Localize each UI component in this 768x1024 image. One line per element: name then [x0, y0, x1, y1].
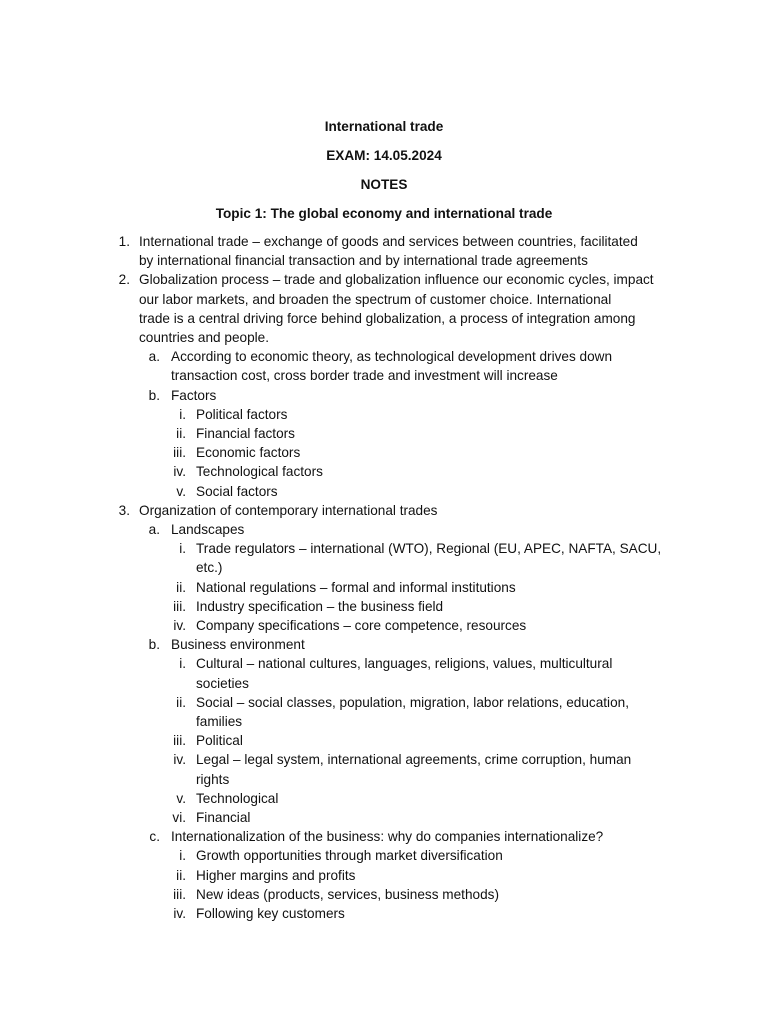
list-item-text: International trade – exchange of goods and services between countries, facilitated [139, 234, 638, 249]
list-marker: i. [179, 541, 186, 557]
list-item-text: Growth opportunities through market diversification [196, 848, 503, 864]
list-item-text: Business environment [171, 637, 305, 653]
list-item-text: by international financial transaction and by international trade agreements [139, 253, 588, 269]
list-marker: iii. [173, 598, 186, 614]
list-item-text: Economic factors [196, 445, 301, 461]
list-item [0, 328, 768, 347]
list-item-text: Social – social classes, population, migration, labor relations, education, [196, 694, 629, 710]
list-item-text: etc.) [196, 560, 223, 576]
list-item-text: rights [196, 771, 230, 787]
list-item [0, 405, 768, 424]
list-item-text: According to economic theory, as technological development drives down [171, 349, 613, 365]
list-item [0, 846, 768, 865]
list-item [0, 808, 768, 827]
list-marker: iii. [173, 445, 186, 461]
list-item-text: transaction cost, cross border trade and investment will increase [171, 368, 558, 384]
list-item-text: Cultural – national cultures, languages, religions, values, multicultural [196, 656, 613, 672]
list-item-text: Technological factors [196, 464, 323, 480]
list-item-text: Globalization process – trade and globalization influence our economic cycles, impact [139, 272, 654, 288]
list-item-text: Trade regulators – international (WTO), Regional (EU, APEC, NAFTA, SACU, [196, 541, 662, 557]
list-item [0, 270, 768, 289]
notes-heading: NOTES [360, 177, 408, 192]
list-item-text: trade is a central driving force behind globalization, a process of integration among [139, 310, 636, 326]
list-marker: b. [148, 387, 160, 403]
list-item-text: Higher margins and profits [196, 867, 356, 883]
list-item [0, 366, 768, 385]
list-item [0, 674, 768, 693]
list-item-text: Financial [196, 810, 251, 825]
list-marker: v. [176, 483, 186, 499]
list-item-text: Political [196, 733, 243, 749]
list-marker: vi. [172, 810, 186, 825]
topic-heading: Topic 1: The global economy and international trade [215, 206, 553, 221]
list-item [0, 251, 768, 270]
list-item-text: Social factors [196, 483, 278, 499]
list-marker: iii. [173, 886, 186, 902]
list-item [0, 616, 768, 635]
list-item-text: New ideas (products, services, business methods) [196, 886, 499, 902]
list-item [0, 712, 768, 731]
list-item-text: our labor markets, and broaden the spectrum of customer choice. International [139, 291, 612, 307]
list-marker: b. [148, 637, 160, 653]
list-item [0, 866, 768, 885]
list-marker: a. [148, 522, 160, 537]
list-item [0, 578, 768, 597]
list-item-text: Legal – legal system, international agreements, crime corruption, human [196, 752, 632, 768]
list-item [0, 501, 768, 520]
list-item [0, 558, 768, 577]
list-item-text: Political factors [196, 406, 288, 422]
list-marker: ii. [176, 867, 186, 883]
list-item [0, 482, 768, 501]
list-item [0, 904, 768, 923]
list-marker: iii. [173, 733, 186, 749]
list-item [0, 520, 768, 539]
list-item [0, 635, 768, 654]
list-item [0, 597, 768, 616]
exam-date: EXAM: 14.05.2024 [326, 148, 442, 163]
list-marker: 1. [118, 234, 130, 249]
list-item [0, 789, 768, 808]
list-item-text: Factors [171, 387, 217, 403]
list-item [0, 462, 768, 481]
list-item [0, 750, 768, 769]
list-item [0, 290, 768, 309]
list-marker: c. [149, 829, 160, 845]
list-item [0, 309, 768, 328]
list-item [0, 232, 768, 251]
list-item-text: Company specifications – core competence, resources [196, 618, 527, 633]
list-marker: i. [179, 406, 186, 422]
list-item [0, 443, 768, 462]
list-item [0, 386, 768, 405]
list-item [0, 885, 768, 904]
list-marker: i. [179, 656, 186, 672]
list-item [0, 654, 768, 673]
list-item-text: Organization of contemporary international trades [139, 502, 438, 518]
list-item-text: National regulations – formal and informal institutions [196, 579, 516, 595]
list-marker: v. [176, 790, 186, 806]
list-item [0, 693, 768, 712]
list-item-text: Technological [196, 790, 279, 806]
list-marker: iv. [173, 464, 186, 480]
list-item [0, 827, 768, 846]
list-marker: iv. [173, 906, 186, 921]
list-item [0, 347, 768, 366]
list-item-text: Industry specification – the business field [196, 598, 444, 614]
list-marker: iv. [173, 618, 186, 633]
list-marker: ii. [176, 579, 186, 595]
list-item [0, 731, 768, 750]
list-item [0, 539, 768, 558]
list-marker: ii. [176, 426, 186, 441]
list-item-text: societies [196, 675, 249, 691]
list-item-text: countries and people. [139, 330, 269, 345]
list-item [0, 424, 768, 443]
list-marker: 2. [118, 272, 130, 288]
list-item-text: Landscapes [171, 522, 245, 537]
document-title: International trade [324, 119, 444, 134]
list-marker: ii. [176, 694, 186, 710]
list-item-text: Financial factors [196, 426, 295, 441]
list-marker: a. [148, 349, 160, 365]
list-item-text: Internationalization of the business: why do companies internationalize? [171, 829, 604, 845]
list-marker: iv. [173, 752, 186, 768]
list-item-text: families [196, 714, 243, 729]
list-marker: 3. [118, 502, 130, 518]
list-item-text: Following key customers [196, 906, 345, 921]
list-marker: i. [179, 848, 186, 864]
list-item [0, 770, 768, 789]
